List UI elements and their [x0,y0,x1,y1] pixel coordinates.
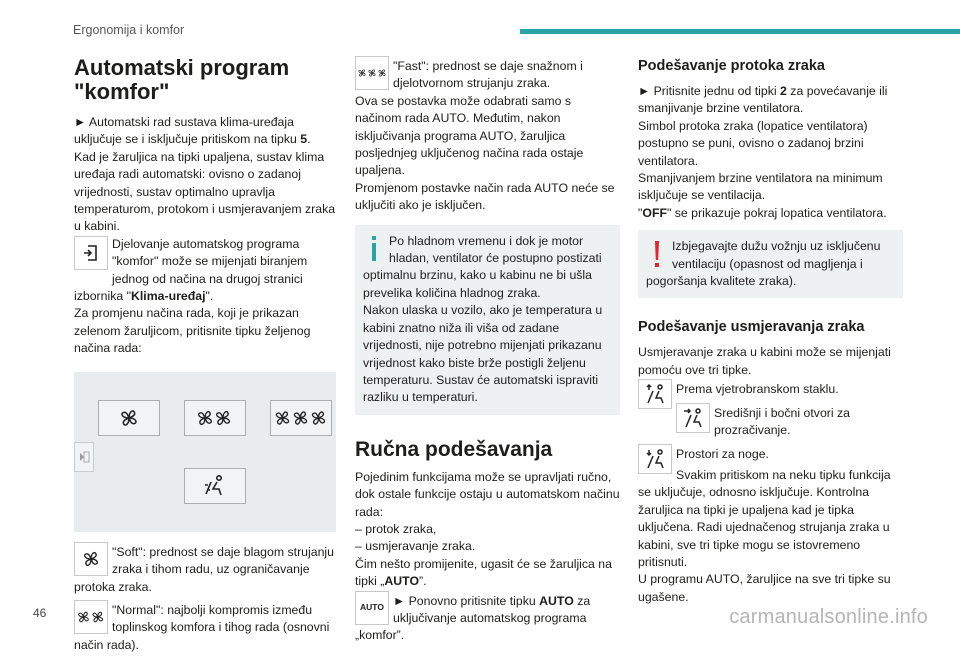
manual-para-2: Čim nešto promijenite, ugasit će se žaruljica na tipki „AUTO”. [355,556,612,589]
column-3 [638,56,903,606]
warning-note [638,230,903,298]
page-number: 46 [33,606,47,620]
direction-para-1: Usmjeravanje zraka u kabini može se mijenjati pomoću ove tri tipke. [638,345,891,377]
center-vents-row [638,403,903,440]
manual-item-1: – protok zraka, [355,521,437,536]
column-2 [355,56,620,649]
fan-double-icon [195,407,235,429]
fan-single-icon [118,407,140,429]
fan-normal-icon [74,600,108,634]
info-note-text: Po hladnom vremenu i dok je motor hladan, ventilator će postupno postizati optimalnu brzinu, kako u kabinu ne bi ušla prevelika količina hladnog zraka. Nakon ulaska u vozilo, ako je temperatura u kabini znatno niža ili viša od zadane vrijednosti, nije potrebno mijenjati prikazanu vrijednost kako biste brže postigli željenu temperaturu. Sustav će automatski ispraviti razliku u temperaturi. [363,233,603,405]
warning-icon [650,240,664,270]
fast-description: "Fast": prednost se daje snažnom i djelotvornom strujanju zraka. [393,59,583,91]
normal-description: "Normal": najbolji kompromis između toplinskog komfora i tihog rada (osnovni način rada). [74,602,330,652]
auto-para-2: Kad je žaruljica na tipki upaljena, sustav klima uređaja radi automatski: ovisno o zadanoj vrijednosti, sustav optimalno upravlja temperaturom, protokom i usmjeravanjem zraka u kabini. [74,149,336,234]
windscreen-row [638,379,903,398]
manual-settings-title: Ručna podešavanja [355,437,553,461]
auto-button-description: ► Ponovno pritisnite tipku AUTO za uključivanje automatskog programa „komfor”. [355,593,591,643]
normal-row [74,600,336,654]
flow-para-3: Smanjivanjem brzine ventilatora na minimum isključuje se ventilacija. [638,171,883,203]
feet-row [638,444,903,463]
windscreen-airflow-icon [638,379,672,409]
flow-para-2: Simbol protoka zraka (lopatice ventilatora) postupno se puni, ovisno o zadanoj brzini ventilatora. [638,118,868,168]
center-vents-airflow-icon [676,403,710,433]
panel-side-tab-icon [74,442,94,472]
auto-button-icon: AUTO [355,591,389,625]
menu-info-row [74,236,336,306]
fast-para-2: Promjenom postavke način rada AUTO neće se uključiti ako je isključen. [355,180,615,213]
comfort-mode-panel [74,372,336,532]
feet-airflow-icon [638,444,672,474]
windscreen-label: Prema vjetrobranskom staklu. [676,382,839,397]
auto-program-title [74,56,336,104]
auto-button-row [355,591,620,645]
column-1 [74,56,336,658]
air-direction-title: Podešavanje usmjeravanja zraka [638,319,865,336]
auto-para-3: Djelovanje automatskog programa "komfor" može se mijenjati biranjem jednog od načina na drugoj stranici izbornika "Klima-uređaj". [74,236,308,304]
menu-page-icon [74,236,108,270]
fan-fast-icon [355,56,389,90]
auto-para-4: Za promjenu načina rada, koji je prikazan zelenom žaruljicom, pritisnite tipku željenog načina rada: [74,306,311,356]
warning-note-text: Izbjegavajte dužu vožnju uz isključenu ventilaciju (opasnost od magljenja i pogoršanja kvalitete zraka). [646,239,881,289]
title-line-1: Automatski program [74,55,290,80]
watermark: carmanualsonline.info [729,606,928,628]
manual-item-2: – usmjeravanje zraka. [355,539,476,554]
auto-para-1: ► Automatski rad sustava klima-uređaja uključuje se i isključuje pritiskom na tipku 5. [74,115,311,147]
header-accent-bar [520,29,960,34]
fan-triple-icon [273,407,329,429]
fan-soft-icon [74,542,108,576]
title-line-2: "komfor" [74,79,170,104]
seated-person-airflow-icon [202,474,228,498]
info-note [355,225,620,415]
fast-row [355,56,620,93]
fast-mode-button[interactable] [270,400,332,436]
soft-mode-button[interactable] [98,400,160,436]
flow-para-1: ► Pritisnite jednu od tipki 2 za povećavanje ili smanjivanje brzine ventilatora. [638,84,888,116]
normal-mode-button[interactable] [184,400,246,436]
direction-para-2: Svakim pritiskom na neku tipku funkcija se uključuje, odnosno isključuje. Kontrolna žaruljica na tipki je upaljena kad je tipka uključena. Radi ujednačenog strujanja zraka u kabini, sve tri tipke mogu se istovremeno pritisnuti. [638,467,891,569]
feet-label: Prostori za noge. [676,446,769,461]
airflow-title: Podešavanje protoka zraka [638,58,825,74]
airflow-person-button[interactable] [184,468,246,504]
soft-description: "Soft": prednost se daje blagom strujanju zraka i tihom radu, uz ograničavanje protoka zraka. [74,544,335,594]
manual-para-1: Pojedinim funkcijama može se upravljati ručno, dok ostale funkcije ostaju u automatskom načinu rada: [355,469,620,519]
info-icon [367,235,381,265]
flow-para-4: "OFF" se prikazuje pokraj lopatica ventilatora. [638,205,887,220]
direction-para-3: U programu AUTO, žaruljice na sve tri tipke su ugašene. [638,572,891,604]
center-vents-label: Središnji i bočni otvori za prozračivanje. [714,405,851,438]
section-header: Ergonomija i komfor [73,23,185,37]
soft-row [74,542,336,596]
fast-para-1: Ova se postavka može odabrati samo s načinom rada AUTO. Međutim, nakon isključivanja programa AUTO, žaruljica posljednjeg uključenog načina rada ostaje upaljena. [355,93,584,178]
